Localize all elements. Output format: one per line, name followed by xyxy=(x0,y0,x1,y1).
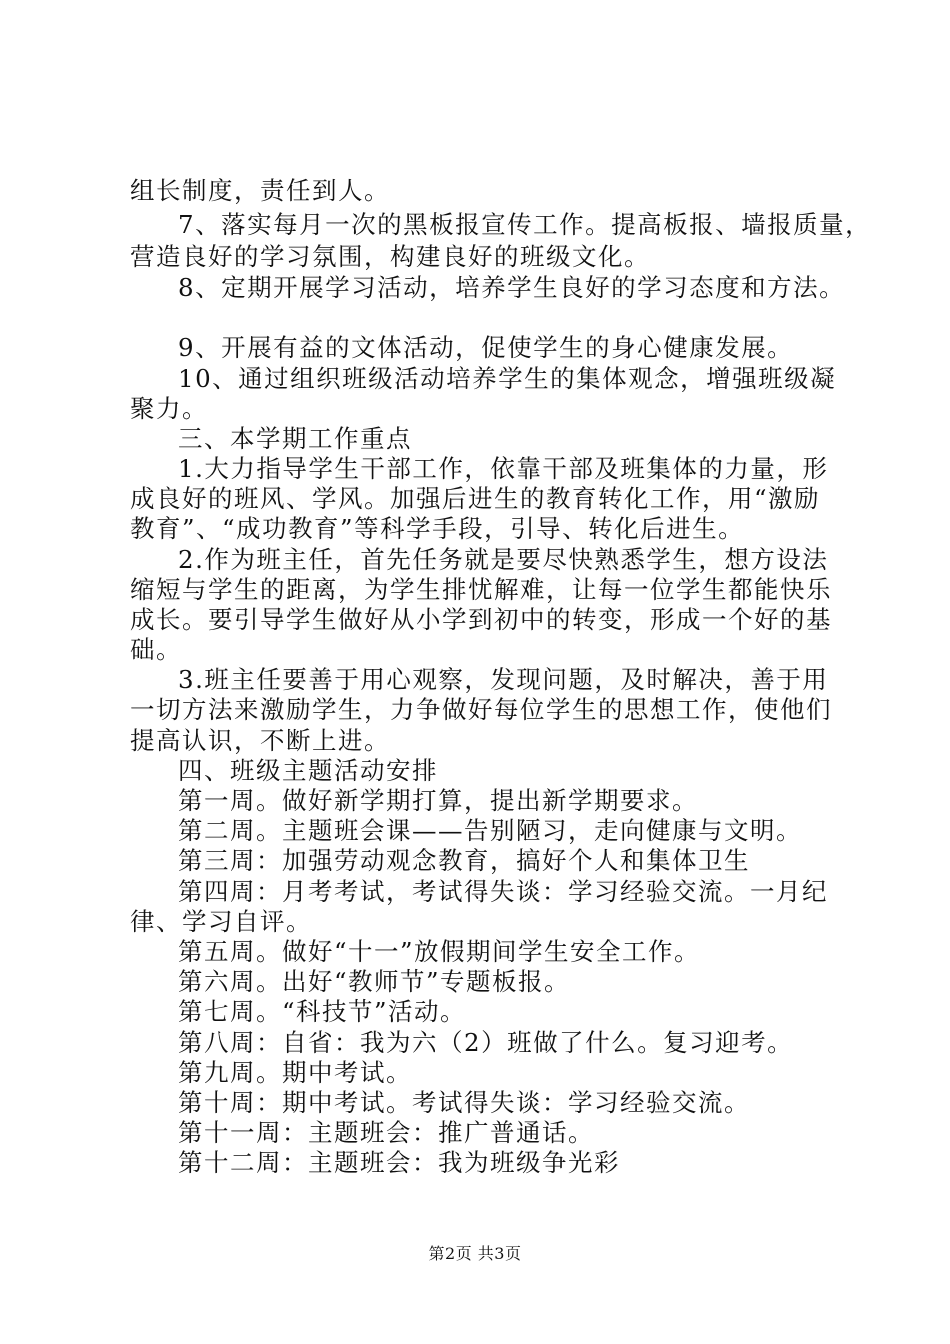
schedule-item: 第八周：自省：我为六（2）班做了什么。复习迎考。 xyxy=(178,1028,794,1057)
page-footer: 第2页 共3页 xyxy=(428,1244,522,1263)
schedule-item: 第三周：加强劳动观念教育，搞好个人和集体卫生 xyxy=(178,846,750,875)
text-line: 组长制度，责任到人。 xyxy=(130,176,390,205)
text-line: 1.大力指导学生干部工作，依靠干部及班集体的力量，形 xyxy=(178,454,829,483)
text-line: 2.作为班主任，首先任务就是要尽快熟悉学生，想方设法 xyxy=(178,545,829,574)
schedule-item: 第十二周：主题班会：我为班级争光彩 xyxy=(178,1148,620,1177)
text-line: 律、学习自评。 xyxy=(130,907,312,936)
section-heading: 三、本学期工作重点 xyxy=(178,424,412,453)
text-line: 教育”、“成功教育”等科学手段，引导、转化后进生。 xyxy=(130,514,745,543)
text-line: 10、通过组织班级活动培养学生的集体观念，增强班级凝 xyxy=(178,364,837,393)
text-line: 成长。要引导学生做好从小学到初中的转变，形成一个好的基 xyxy=(130,605,832,634)
schedule-item: 第七周。“科技节”活动。 xyxy=(178,997,467,1026)
text-line: 一切方法来激励学生，力争做好每位学生的思想工作，使他们 xyxy=(130,695,832,724)
schedule-item: 第二周。主题班会课——告别陋习，走向健康与文明。 xyxy=(178,816,802,845)
text-line: 9、开展有益的文体活动，促使学生的身心健康发展。 xyxy=(178,333,794,362)
schedule-item: 第五周。做好“十一”放假期间学生安全工作。 xyxy=(178,937,701,966)
text-line: 营造良好的学习氛围，构建良好的班级文化。 xyxy=(130,242,650,271)
schedule-item: 第九周。期中考试。 xyxy=(178,1058,412,1087)
text-line: 础。 xyxy=(130,635,182,664)
schedule-item: 第一周。做好新学期打算，提出新学期要求。 xyxy=(178,786,698,815)
text-line: 聚力。 xyxy=(130,394,208,423)
text-line: 7、落实每月一次的黑板报宣传工作。提高板报、墙报质量， xyxy=(178,210,872,239)
text-line: 提高认识，不断上进。 xyxy=(130,726,390,755)
schedule-item: 第十周：期中考试。考试得失谈：学习经验交流。 xyxy=(178,1088,750,1117)
text-line: 缩短与学生的距离，为学生排忧解难，让每一位学生都能快乐 xyxy=(130,575,832,604)
schedule-item: 第十一周：主题班会：推广普通话。 xyxy=(178,1118,594,1147)
text-line: 8、定期开展学习活动，培养学生良好的学习态度和方法。 xyxy=(178,273,846,302)
text-line: 3.班主任要善于用心观察，发现问题，及时解决，善于用 xyxy=(178,665,829,694)
schedule-item: 第四周：月考考试，考试得失谈：学习经验交流。一月纪 xyxy=(178,877,828,906)
schedule-item: 第六周。出好“教师节”专题板报。 xyxy=(178,967,571,996)
section-heading: 四、班级主题活动安排 xyxy=(178,756,438,785)
text-line: 成良好的班风、学风。加强后进生的教育转化工作，用“激励 xyxy=(130,484,821,513)
